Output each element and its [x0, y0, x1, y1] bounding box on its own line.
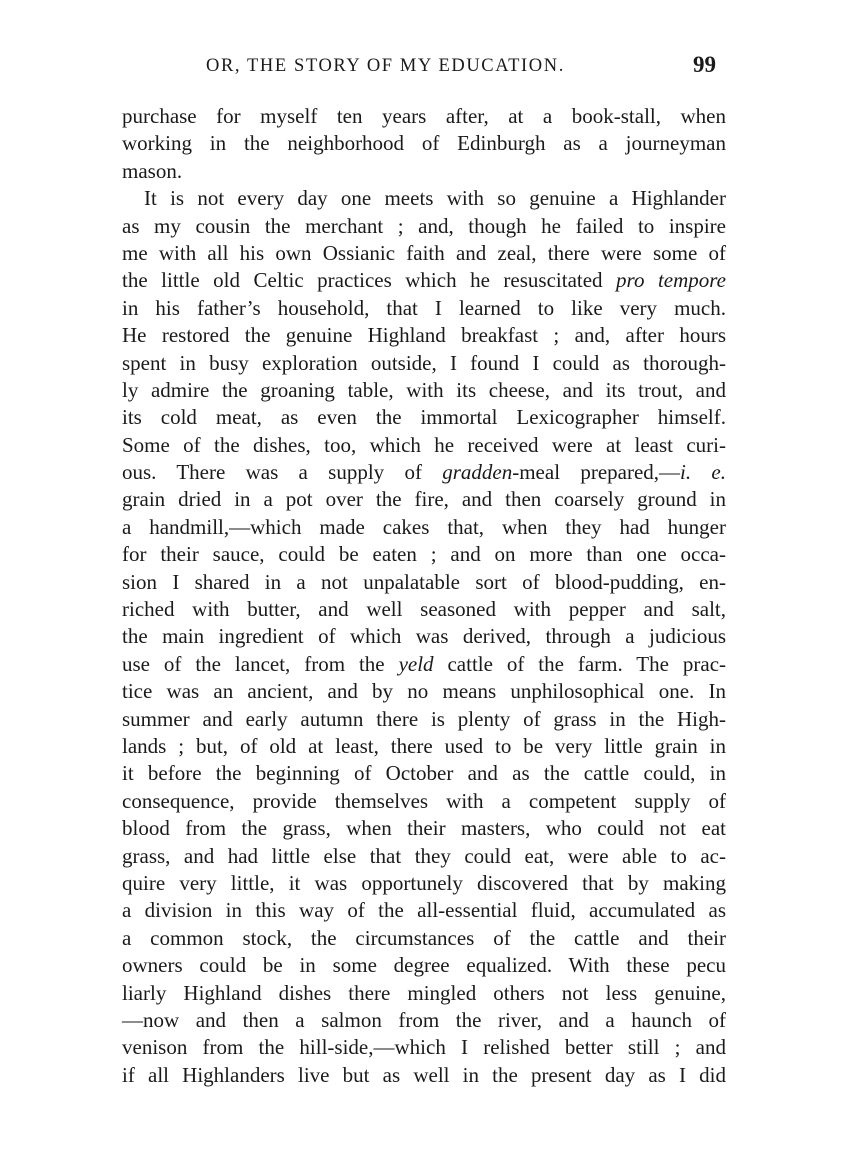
- text-line: [122, 432, 726, 459]
- text-run: It is not every day one meets with so genuine a Highlander: [144, 186, 726, 211]
- text-line: [122, 459, 726, 486]
- text-run: in his father’s household, that I learned to like very much.: [122, 295, 726, 320]
- text-line: [122, 240, 726, 267]
- body-text: [122, 103, 726, 1089]
- text-run: as my cousin the merchant ; and, though he failed to inspire: [122, 213, 726, 238]
- text-run: purchase for myself ten years after, at a book-stall, when: [122, 104, 726, 128]
- text-line: [122, 843, 726, 870]
- text-run: sion I shared in a not unpalatable sort of blood-pudding, en-: [122, 569, 726, 594]
- text-line: [122, 404, 726, 431]
- text-run: me with all his own Ossianic faith and zeal, there were some of: [122, 240, 726, 265]
- italic-text: yeld: [398, 651, 434, 676]
- text-line: [122, 596, 726, 623]
- text-line: [122, 377, 726, 404]
- text-line: [122, 514, 726, 541]
- text-line: [122, 980, 726, 1007]
- text-run: grain dried in a pot over the fire, and then coarsely ground in: [122, 487, 726, 512]
- text-run: ly admire the groaning table, with its cheese, and its trout, and: [122, 377, 726, 402]
- text-line: [122, 733, 726, 760]
- text-run: blood from the grass, when their masters, who could not eat: [122, 816, 726, 841]
- text-line: [122, 569, 726, 596]
- text-line: [122, 350, 726, 377]
- text-line: [122, 623, 726, 650]
- page-number: 99: [693, 52, 716, 77]
- text-run: riched with butter, and well seasoned with pepper and salt,: [122, 597, 726, 622]
- text-line: [122, 815, 726, 842]
- text-run: a division in this way of the all-essential fluid, accumulated as: [122, 898, 726, 923]
- text-line: [122, 1062, 726, 1089]
- text-run: mason.: [122, 158, 183, 183]
- text-line: [122, 322, 726, 349]
- text-run: quire very little, it was opportunely discovered that by making: [122, 870, 726, 895]
- text-line: [122, 952, 726, 979]
- text-line: [122, 925, 726, 952]
- text-run: -meal prepared,—: [512, 460, 681, 485]
- text-run: venison from the hill-side,—which I relished better still ; and: [122, 1035, 726, 1060]
- text-run: its cold meat, as even the immortal Lexicographer himself.: [122, 405, 726, 430]
- text-run: —now and then a salmon from the river, and a haunch of: [122, 1007, 726, 1032]
- text-line: [122, 130, 726, 157]
- text-run: for their sauce, could be eaten ; and on more than one occa-: [122, 542, 726, 567]
- running-head: [122, 52, 726, 82]
- text-line: [122, 1034, 726, 1061]
- italic-text: pro tempore: [616, 268, 726, 293]
- text-line: [122, 651, 726, 678]
- text-line: [122, 760, 726, 787]
- text-line: [122, 158, 726, 185]
- text-run: spent in busy exploration outside, I found I could as thorough-: [122, 350, 726, 375]
- text-line: [122, 486, 726, 513]
- text-run: working in the neighborhood of Edinburgh as a journeyman: [122, 131, 726, 156]
- text-run: it before the beginning of October and as the cattle could, in: [122, 761, 726, 786]
- text-run: owners could be in some degree equalized. With these pecu: [122, 953, 726, 978]
- text-run: Some of the dishes, too, which he received were at least curi-: [122, 432, 726, 457]
- text-run: a common stock, the circumstances of the cattle and their: [122, 925, 726, 950]
- text-run: use of the lancet, from the: [122, 651, 399, 676]
- text-line: [122, 185, 726, 212]
- text-line: [122, 213, 726, 240]
- text-line: [122, 295, 726, 322]
- text-line: [122, 103, 726, 130]
- text-run: ous. There was a supply of: [122, 460, 443, 485]
- italic-text: i. e.: [680, 460, 726, 485]
- text-run: the main ingredient of which was derived, through a judicious: [122, 624, 726, 649]
- text-line: [122, 870, 726, 897]
- text-line: [122, 267, 726, 294]
- text-run: a handmill,—which made cakes that, when they had hunger: [122, 514, 726, 539]
- text-line: [122, 541, 726, 568]
- text-run: tice was an ancient, and by no means unphilosophical one. In: [122, 679, 726, 704]
- text-run: summer and early autumn there is plenty of grass in the High-: [122, 706, 726, 731]
- text-line: [122, 706, 726, 733]
- text-run: the little old Celtic practices which he resuscitated: [122, 268, 617, 293]
- running-title: OR, THE STORY OF MY EDUCATION.: [206, 56, 565, 76]
- text-line: [122, 897, 726, 924]
- text-line: [122, 678, 726, 705]
- text-run: if all Highlanders live but as well in the present day as I did: [122, 1062, 726, 1087]
- text-run: He restored the genuine Highland breakfast ; and, after hours: [122, 323, 726, 348]
- text-line: [122, 788, 726, 815]
- text-run: grass, and had little else that they could eat, were able to ac-: [122, 843, 726, 868]
- italic-text: gradden: [442, 460, 513, 485]
- text-run: lands ; but, of old at least, there used to be very little grain in: [122, 733, 726, 758]
- text-run: cattle of the farm. The prac-: [433, 651, 727, 676]
- text-line: [122, 1007, 726, 1034]
- text-run: consequence, provide themselves with a competent supply of: [122, 788, 726, 813]
- text-run: liarly Highland dishes there mingled others not less genuine,: [122, 980, 726, 1005]
